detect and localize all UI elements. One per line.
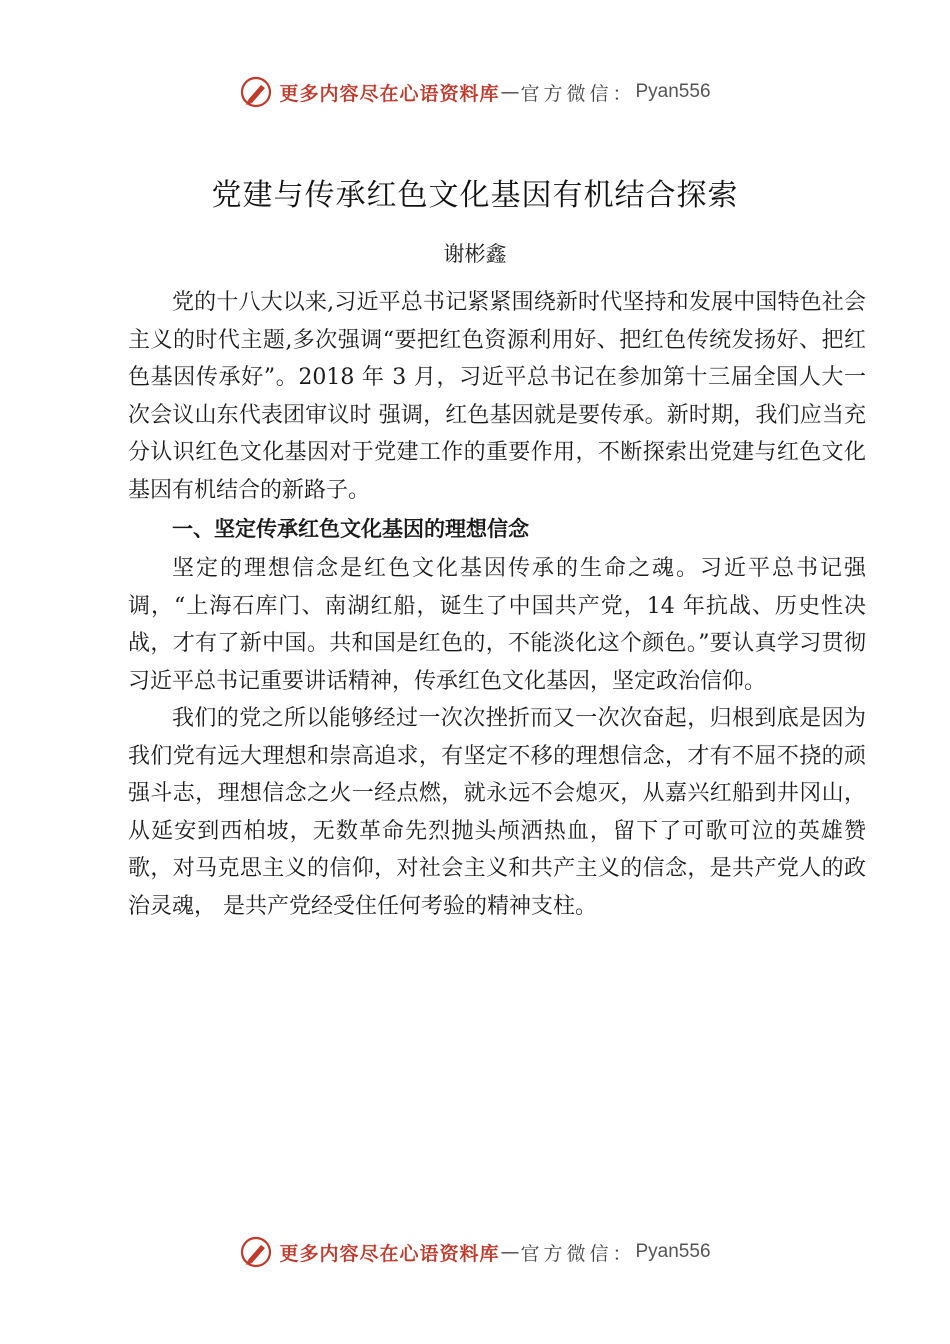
banner-separator: —: [500, 1241, 520, 1263]
banner-wechat-id: Pyan556: [635, 81, 711, 102]
banner-separator: —: [500, 81, 520, 103]
paragraph-ideal: 我们的党之所以能够经过一次次挫折而又一次次奋起，归根到底是因为我们党有远大理想和崇高追求，有坚定不移的理想信念，才有不屈不挠的顽强斗志，理想信念之火一经点燃，就永远不会熄灭，从嘉兴红船到井冈山，从延安到西柏坡，无数革命先烈抛头颅洒热血，留下了可歌可泣的英雄赞歌，对马克思主义的信仰，对社会主义和共产主义的信念，是共产党人的政治灵魂， 是共产党经受住任何考验的精神支柱。: [128, 706, 866, 919]
paragraph-intro: 党的十八大以来,习近平总书记紧紧围绕新时代坚持和发展中国特色社会主义的时代主题,多次强调“要把红色资源利用好、把红色传统发扬好、把红色基因传承好”。2018 年 3 月，习近平总书记在参加第十三届全国人大一次会议山东代表团审议时 强调，红色基因就是要传承。新时期，我们应当充分认识红色文化基因对于党建工作的重要作用，不断探索出党建与红色文化基因有机结合的新路子。: [128, 290, 866, 503]
banner-brand: 更多内容尽在心语资料库: [279, 82, 500, 105]
banner-brand: 更多内容尽在心语资料库: [279, 1242, 500, 1265]
banner-label: 官方微信：: [520, 1242, 636, 1265]
header-watermark: [0, 72, 950, 112]
banner-label: 官方微信：: [520, 82, 636, 105]
document-body: [128, 284, 866, 925]
pen-logo-icon: [239, 75, 273, 109]
document-title: 党建与传承红色文化基因有机结合探索: [211, 178, 739, 213]
section-heading: 一、坚定传承红色文化基因的理想信念: [172, 517, 529, 541]
banner-wechat-id: Pyan556: [635, 1241, 711, 1262]
footer-watermark: [0, 1232, 950, 1272]
paragraph-belief: 坚定的理想信念是红色文化基因传承的生命之魂。习近平总书记强调，“上海石库门、南湖红船，诞生了中国共产党，14 年抗战、历史性决战，才有了新中国。共和国是红色的，不能淡化这个颜色。”要认真学习贯彻习近平总书记重要讲话精神，传承红色文化基因，坚定政治信仰。: [128, 556, 866, 694]
pen-logo-icon: [239, 1235, 273, 1269]
document-author: 谢彬鑫: [443, 242, 507, 266]
